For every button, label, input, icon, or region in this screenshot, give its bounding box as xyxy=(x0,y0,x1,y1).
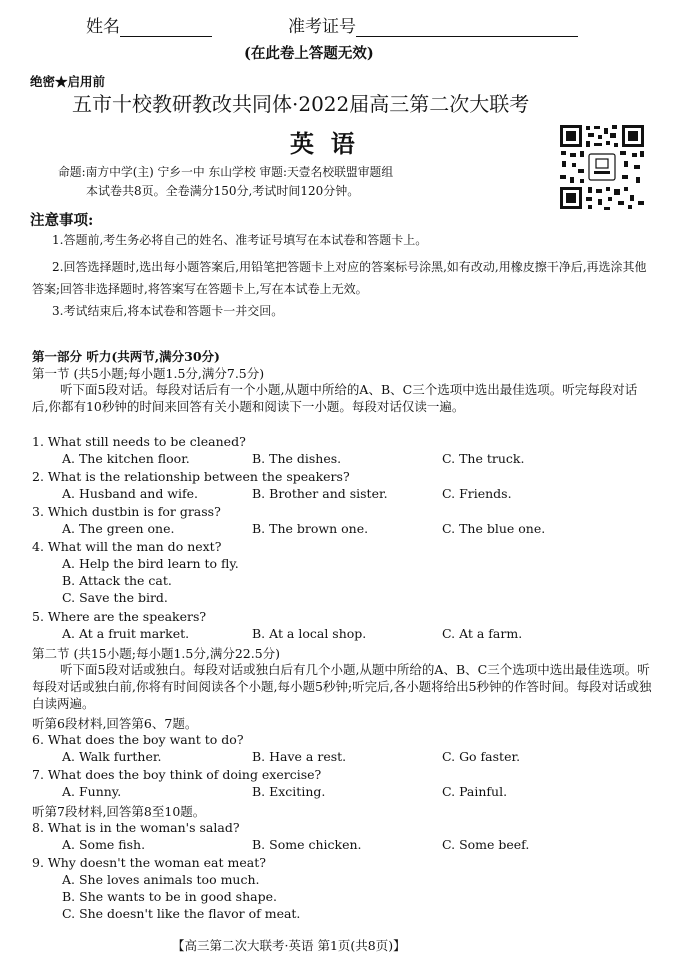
question-7-option-c: C. Painful. xyxy=(442,784,508,799)
question-1: 1. What still needs to be cleaned? xyxy=(32,434,246,449)
qr-code-graphic xyxy=(558,123,646,211)
question-3-option-b: B. The brown one. xyxy=(252,521,369,536)
question-4-option-a: A. Help the bird learn to fly. xyxy=(62,556,239,571)
question-1-option-c: C. The truck. xyxy=(442,451,525,466)
page-footer: 【高三第二次大联考·英语 第1页(共8页)】 xyxy=(172,938,406,953)
qr-code-icon xyxy=(558,123,646,211)
note-1: 1.答题前,考生务必将自己的姓名、准考证号填写在本试卷和答题卡上。 xyxy=(52,233,428,247)
question-2-options xyxy=(62,486,632,501)
question-8-option-a: A. Some fish. xyxy=(62,837,146,852)
question-2-option-b: B. Brother and sister. xyxy=(252,486,388,501)
question-6-option-b: B. Have a rest. xyxy=(252,749,347,764)
question-5-options xyxy=(62,626,632,641)
question-6-option-c: C. Go faster. xyxy=(442,749,521,764)
subject-title: 英 语 xyxy=(290,129,355,158)
note-2: 2.回答选择题时,选出每小题答案后,用铅笔把答题卡上对应的答案标号涂黑,如有改动,用橡皮擦干净后,再选涂其他答案;回答非选择题时,将答案写在答题卡上,写在本试卷上无效。 xyxy=(32,260,647,296)
question-8-option-b: B. Some chicken. xyxy=(252,837,362,852)
question-6: 6. What does the boy want to do? xyxy=(32,732,244,747)
question-8: 8. What is in the woman's salad? xyxy=(32,820,240,835)
section1-instructions: 听下面5段对话。每段对话后有一个小题,从题中所给的A、B、C三个选项中选出最佳选项。听完每段对话后,你都有10秒钟的时间来回答有关小题和阅读下一小题。每段对话仅读一遍。 xyxy=(32,382,638,414)
question-6-options xyxy=(62,749,632,764)
question-3-options xyxy=(62,521,632,536)
question-4: 4. What will the man do next? xyxy=(32,539,222,554)
question-6-option-a: A. Walk further. xyxy=(62,749,162,764)
exam-number-blank xyxy=(356,20,578,37)
question-9-option-a: A. She loves animals too much. xyxy=(62,872,260,887)
exam-number-label: 准考证号 xyxy=(288,17,356,37)
secret-mark: 绝密★启用前 xyxy=(30,74,106,89)
exam-title: 五市十校教研教改共同体·2022届高三第二次大联考 xyxy=(72,92,530,116)
question-7-option-b: B. Exciting. xyxy=(252,784,326,799)
material-7-note: 听第7段材料,回答第8至10题。 xyxy=(32,804,206,819)
question-3-option-c: C. The blue one. xyxy=(442,521,546,536)
question-5-option-a: A. At a fruit market. xyxy=(62,626,190,641)
note-3: 3.考试结束后,将本试卷和答题卡一并交回。 xyxy=(52,304,284,318)
question-1-options xyxy=(62,451,632,466)
invalid-note: (在此卷上答题无效) xyxy=(244,45,374,62)
authors-line: 命题:南方中学(主) 宁乡一中 东山学校 审题:天壹名校联盟审题组 xyxy=(58,165,394,179)
question-8-option-c: C. Some beef. xyxy=(442,837,530,852)
exam-number-field xyxy=(288,12,578,37)
name-field xyxy=(86,12,212,37)
notes-title: 注意事项: xyxy=(30,212,94,229)
section2-instructions: 听下面5段对话或独白。每段对话或独白后有几个小题,从题中所给的A、B、C三个选项中选出最佳选项。听每段对话或独白前,你将有时间阅读各个小题,每小题5秒钟;听完后,各小题将给出5秒钟的作答时间。每段对话或独白读两遍。 xyxy=(32,662,652,711)
question-8-options xyxy=(62,837,632,852)
question-9-option-b: B. She wants to be in good shape. xyxy=(62,889,277,904)
question-9: 9. Why doesn't the woman eat meat? xyxy=(32,855,266,870)
question-3-option-a: A. The green one. xyxy=(62,521,175,536)
question-4-option-c: C. Save the bird. xyxy=(62,590,168,605)
question-7-option-a: A. Funny. xyxy=(62,784,122,799)
material-6-note: 听第6段材料,回答第6、7题。 xyxy=(32,716,198,731)
name-blank xyxy=(120,20,212,37)
question-3: 3. Which dustbin is for grass? xyxy=(32,504,221,519)
question-5: 5. Where are the speakers? xyxy=(32,609,207,624)
part1-title: 第一部分 听力(共两节,满分30分) xyxy=(32,349,220,364)
question-4-option-b: B. Attack the cat. xyxy=(62,573,172,588)
question-7: 7. What does the boy think of doing exercise? xyxy=(32,767,322,782)
question-9-option-c: C. She doesn't like the flavor of meat. xyxy=(62,906,301,921)
exam-info: 本试卷共8页。全卷满分150分,考试时间120分钟。 xyxy=(86,184,360,198)
question-2: 2. What is the relationship between the speakers? xyxy=(32,469,350,484)
section2-title: 第二节 (共15小题;每小题1.5分,满分22.5分) xyxy=(32,646,281,661)
name-label: 姓名 xyxy=(86,17,120,37)
question-5-option-b: B. At a local shop. xyxy=(252,626,367,641)
question-2-option-c: C. Friends. xyxy=(442,486,512,501)
question-1-option-b: B. The dishes. xyxy=(252,451,342,466)
question-7-options xyxy=(62,784,632,799)
section1-title: 第一节 (共5小题;每小题1.5分,满分7.5分) xyxy=(32,366,265,381)
question-2-option-a: A. Husband and wife. xyxy=(62,486,198,501)
question-1-option-a: A. The kitchen floor. xyxy=(62,451,190,466)
question-5-option-c: C. At a farm. xyxy=(442,626,523,641)
